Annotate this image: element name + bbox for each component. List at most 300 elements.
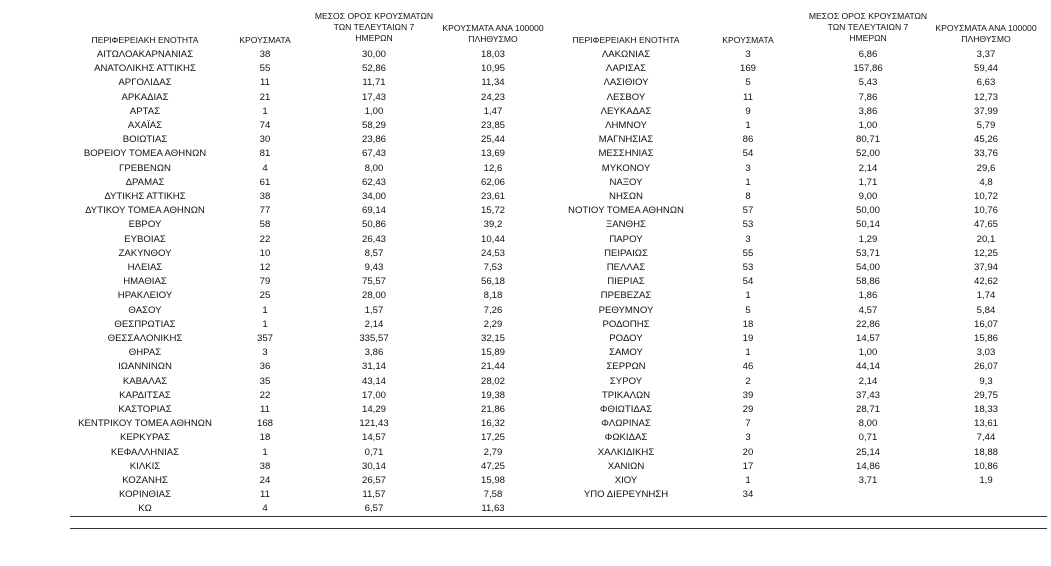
region-cell: ΚΕΡΚΥΡΑΣ — [119, 432, 170, 444]
avg7-cell: 80,71 — [855, 134, 880, 146]
region-cell: ΜΕΣΣΗΝΙΑΣ — [598, 148, 654, 160]
avg7-cell: 75,57 — [361, 276, 386, 288]
cases-cell: 11 — [260, 404, 270, 415]
avg7-cell: 5,43 — [858, 77, 878, 89]
cases-cell: 11 — [260, 77, 270, 89]
avg7-cell: 25,14 — [855, 446, 880, 458]
cases-cell: 12 — [259, 262, 271, 273]
region-cell: ΔΥΤΙΚΟΥ ΤΟΜΕΑ ΑΘΗΝΩΝ — [85, 205, 205, 217]
region-cell: ΜΑΓΝΗΣΙΑΣ — [598, 134, 654, 146]
cases-cell: 38 — [259, 191, 271, 202]
table-row — [74, 105, 554, 119]
region-cell: ΝΟΤΙΟΥ ΤΟΜΕΑ ΑΘΗΝΩΝ — [568, 205, 684, 217]
region-cell: ΣΑΜΟΥ — [609, 347, 643, 359]
avg7-cell: 11,57 — [362, 489, 386, 501]
per100k-cell: 26,07 — [973, 361, 998, 373]
per100k-cell: 17,25 — [480, 432, 505, 444]
table-row — [566, 304, 1046, 318]
cases-cell: 1 — [262, 304, 268, 316]
region-cell: ΗΛΕΙΑΣ — [127, 262, 163, 273]
per100k-cell: 47,25 — [480, 460, 505, 472]
cases-cell: 29 — [742, 404, 754, 415]
per100k-cell: 33,76 — [973, 148, 998, 160]
avg7-cell: 43,14 — [361, 375, 386, 387]
table-row — [74, 62, 554, 76]
avg7-cell: 62,43 — [361, 176, 386, 188]
bottom-rule-1 — [70, 516, 1047, 517]
header-region: ΠΕΡΙΦΕΡΕΙΑΚΗ ΕΝΟΤΗΤΑ — [91, 35, 199, 45]
avg7-cell: 11,71 — [362, 77, 386, 89]
region-cell: ΚΙΛΚΙΣ — [129, 460, 161, 472]
cases-cell: 57 — [742, 205, 754, 217]
table-row — [74, 403, 554, 417]
avg7-cell: 50,00 — [855, 205, 880, 217]
avg7-cell: 2,14 — [858, 162, 878, 174]
table-row — [566, 403, 1046, 417]
avg7-cell: 7,86 — [858, 91, 878, 103]
per100k-cell: 18,03 — [480, 49, 505, 60]
region-cell: ΔΥΤΙΚΗΣ ΑΤΤΙΚΗΣ — [104, 191, 186, 202]
table-row — [566, 119, 1046, 133]
avg7-cell: 53,71 — [855, 247, 880, 259]
region-cell: ΘΗΡΑΣ — [128, 347, 162, 359]
header-avg7-line3: ΗΜΕΡΩΝ — [849, 33, 887, 43]
cases-cell: 18 — [742, 318, 754, 330]
region-cell: ΗΡΑΚΛΕΙΟΥ — [117, 290, 173, 302]
per100k-cell: 62,06 — [480, 176, 505, 188]
avg7-cell: 2,14 — [858, 375, 878, 387]
cases-cell: 11 — [743, 91, 753, 103]
per100k-cell: 1,9 — [979, 475, 993, 486]
per100k-cell: 16,07 — [973, 318, 998, 330]
cases-cell: 1 — [745, 347, 751, 359]
cases-cell: 1 — [745, 120, 751, 131]
cases-cell: 34 — [742, 489, 754, 501]
per100k-cell: 6,63 — [976, 77, 996, 89]
cases-cell: 24 — [259, 475, 271, 486]
region-cell: ΝΗΣΩΝ — [609, 191, 643, 202]
avg7-cell: 8,00 — [858, 418, 878, 430]
region-cell: ΒΟΙΩΤΙΑΣ — [122, 134, 168, 146]
cases-cell: 3 — [745, 49, 751, 60]
table-row — [566, 218, 1046, 232]
cases-cell: 5 — [745, 304, 751, 316]
table-row — [566, 162, 1046, 176]
cases-cell: 9 — [745, 105, 751, 117]
header-avg7 — [800, 11, 936, 44]
region-cell: ΤΡΙΚΑΛΩΝ — [601, 389, 651, 401]
region-cell: ΛΕΣΒΟΥ — [606, 91, 646, 103]
cases-cell: 54 — [742, 148, 754, 160]
header-per100k — [434, 23, 552, 45]
per100k-cell: 45,26 — [973, 134, 998, 146]
table-row — [566, 275, 1046, 289]
per100k-cell: 23,85 — [480, 120, 505, 131]
avg7-cell: 17,00 — [361, 389, 386, 401]
cases-cell: 35 — [259, 375, 271, 387]
region-cell: ΙΩΑΝΝΙΝΩΝ — [118, 361, 172, 373]
avg7-cell: 28,71 — [855, 404, 880, 415]
cases-cell: 46 — [742, 361, 754, 373]
header-cases: ΚΡΟΥΣΜΑΤΑ — [722, 35, 774, 45]
cases-cell: 58 — [259, 219, 271, 231]
avg7-cell: 8,57 — [364, 247, 384, 259]
region-cell: ΠΡΕΒΕΖΑΣ — [600, 290, 652, 302]
table-row — [566, 190, 1046, 204]
header-avg7-line2: ΤΩΝ ΤΕΛΕΥΤΑΙΩΝ 7 — [827, 22, 909, 32]
cases-cell: 1 — [745, 176, 751, 188]
table-row — [74, 190, 554, 204]
cases-cell: 39 — [742, 389, 754, 401]
cases-cell: 11 — [260, 489, 270, 501]
per100k-cell: 10,76 — [973, 205, 998, 217]
cases-cell: 53 — [742, 262, 754, 273]
region-cell: ΞΑΝΘΗΣ — [606, 219, 646, 231]
avg7-cell: 30,00 — [361, 49, 386, 60]
cases-cell: 2 — [745, 375, 751, 387]
avg7-cell: 1,57 — [364, 304, 384, 316]
avg7-cell: 67,43 — [361, 148, 386, 160]
cases-cell: 4 — [262, 162, 268, 174]
region-cell: ΚΑΒΑΛΑΣ — [122, 375, 168, 387]
header-avg7-line2: ΤΩΝ ΤΕΛΕΥΤΑΙΩΝ 7 — [333, 22, 415, 32]
avg7-cell: 14,86 — [855, 460, 880, 472]
header-per100k-line2: ΠΛΗΘΥΣΜΟ — [468, 34, 518, 44]
table-row — [74, 318, 554, 332]
cases-cell: 38 — [259, 460, 271, 472]
avg7-cell: 58,29 — [361, 120, 386, 131]
table-row — [74, 261, 554, 275]
per100k-cell: 10,95 — [480, 63, 505, 75]
region-cell: ΧΙΟΥ — [614, 475, 638, 486]
region-cell: ΑΙΤΩΛΟΑΚΑΡΝΑΝΙΑΣ — [96, 49, 194, 60]
per100k-cell: 1,74 — [976, 290, 996, 302]
region-cell: ΚΑΡΔΙΤΣΑΣ — [119, 389, 171, 401]
table-row — [566, 474, 1046, 488]
region-cell: ΑΡΓΟΛΙΔΑΣ — [118, 77, 172, 89]
avg7-cell: 50,86 — [361, 219, 386, 231]
avg7-cell: 1,86 — [858, 290, 878, 302]
bottom-rule-2 — [70, 528, 1047, 529]
avg7-cell: 44,14 — [855, 361, 880, 373]
per100k-cell: 19,38 — [480, 389, 505, 401]
cases-cell: 357 — [256, 333, 273, 344]
avg7-cell: 9,43 — [364, 262, 384, 273]
region-cell: ΠΕΛΛΑΣ — [606, 262, 646, 273]
cases-cell: 10 — [259, 247, 271, 259]
region-cell: ΛΗΜΝΟΥ — [605, 120, 647, 131]
region-cell: ΑΡΚΑΔΙΑΣ — [121, 91, 169, 103]
cases-cell: 1 — [745, 290, 751, 302]
per100k-cell: 21,44 — [480, 361, 505, 373]
table-row — [74, 332, 554, 346]
per100k-cell: 29,6 — [976, 162, 996, 174]
cases-cell: 86 — [742, 134, 754, 146]
per100k-cell: 13,61 — [973, 418, 998, 430]
avg7-cell: 14,29 — [361, 404, 386, 415]
avg7-cell: 34,00 — [361, 191, 386, 202]
cases-cell: 1 — [262, 318, 268, 330]
cases-cell: 36 — [259, 361, 271, 373]
avg7-cell: 1,00 — [858, 120, 878, 131]
per100k-cell: 25,44 — [480, 134, 505, 146]
per100k-cell: 7,26 — [483, 304, 503, 316]
cases-cell: 74 — [259, 120, 271, 131]
cases-cell: 21 — [259, 91, 271, 103]
cases-cell: 3 — [745, 162, 751, 174]
per100k-cell: 3,37 — [976, 49, 996, 60]
region-cell: ΘΕΣΠΡΩΤΙΑΣ — [114, 318, 176, 330]
table-row — [566, 261, 1046, 275]
table-row — [566, 318, 1046, 332]
cases-cell: 53 — [742, 219, 754, 231]
cases-cell: 8 — [745, 191, 751, 202]
region-cell: ΧΑΝΙΩΝ — [607, 460, 645, 472]
region-cell: ΧΑΛΚΙΔΙΚΗΣ — [597, 446, 655, 458]
region-cell: ΚΩ — [138, 503, 152, 515]
cases-cell: 55 — [259, 63, 271, 75]
cases-cell: 30 — [259, 134, 271, 146]
avg7-cell: 2,14 — [364, 318, 384, 330]
header-avg7-line3: ΗΜΕΡΩΝ — [355, 33, 393, 43]
table-row — [74, 133, 554, 147]
table-row — [566, 204, 1046, 218]
per100k-cell: 12,25 — [973, 247, 998, 259]
cases-cell: 54 — [742, 276, 754, 288]
region-cell: ΥΠΟ ΔΙΕΡΕΥΝΗΣΗ — [583, 489, 669, 501]
header-per100k-line1: ΚΡΟΥΣΜΑΤΑ ΑΝΑ 100000 — [442, 23, 544, 33]
per100k-cell: 12,6 — [483, 162, 503, 174]
cases-cell: 169 — [739, 63, 756, 75]
per100k-cell: 7,53 — [483, 262, 503, 273]
avg7-cell: 58,86 — [855, 276, 880, 288]
avg7-cell: 1,71 — [858, 176, 878, 188]
avg7-cell: 69,14 — [361, 205, 386, 217]
table-row — [566, 488, 1046, 502]
per100k-cell: 37,94 — [973, 262, 998, 273]
table-row — [566, 460, 1046, 474]
table-row — [74, 346, 554, 360]
cases-cell: 4 — [262, 503, 268, 515]
per100k-cell: 37,99 — [973, 105, 998, 117]
table-row — [566, 176, 1046, 190]
cases-cell: 22 — [259, 233, 271, 245]
per100k-cell: 23,61 — [480, 191, 505, 202]
region-cell: ΔΡΑΜΑΣ — [125, 176, 165, 188]
region-cell: ΜΥΚΟΝΟΥ — [601, 162, 651, 174]
avg7-cell: 4,57 — [858, 304, 878, 316]
table-row — [566, 431, 1046, 445]
avg7-cell: 1,00 — [858, 347, 878, 359]
region-cell: ΓΡΕΒΕΝΩΝ — [119, 162, 171, 174]
region-cell: ΚΟΡΙΝΘΙΑΣ — [118, 489, 172, 501]
cases-cell: 61 — [259, 176, 271, 188]
table-row — [74, 204, 554, 218]
cases-cell: 81 — [259, 148, 271, 160]
avg7-cell: 157,86 — [853, 63, 883, 75]
avg7-cell: 26,43 — [361, 233, 386, 245]
per100k-cell: 28,02 — [480, 375, 505, 387]
cases-cell: 22 — [259, 389, 271, 401]
region-cell: ΖΑΚΥΝΘΟΥ — [118, 247, 172, 259]
per100k-cell: 20,1 — [976, 233, 996, 245]
region-cell: ΕΒΡΟΥ — [128, 219, 162, 231]
cases-cell: 1 — [745, 475, 751, 486]
region-cell: ΑΧΑΪΑΣ — [127, 120, 163, 131]
avg7-cell: 6,86 — [858, 49, 878, 60]
cases-cell: 79 — [259, 276, 271, 288]
region-cell: ΕΥΒΟΙΑΣ — [124, 233, 166, 245]
region-cell: ΦΛΩΡΙΝΑΣ — [601, 418, 651, 430]
table-row — [566, 417, 1046, 431]
avg7-cell: 52,00 — [855, 148, 880, 160]
region-cell: ΛΑΣΙΘΙΟΥ — [603, 77, 649, 89]
avg7-cell: 121,43 — [359, 418, 389, 430]
region-cell: ΠΑΡΟΥ — [609, 233, 643, 245]
table-row — [74, 233, 554, 247]
table-row — [74, 218, 554, 232]
region-cell: ΚΑΣΤΟΡΙΑΣ — [118, 404, 172, 415]
avg7-cell: 0,71 — [364, 446, 384, 458]
per100k-cell: 15,86 — [973, 333, 998, 344]
cases-cell: 17 — [742, 460, 754, 472]
header-region: ΠΕΡΙΦΕΡΕΙΑΚΗ ΕΝΟΤΗΤΑ — [572, 35, 680, 45]
per100k-cell: 15,72 — [480, 205, 505, 217]
region-cell: ΝΑΞΟΥ — [609, 176, 643, 188]
cases-cell: 1 — [262, 105, 268, 117]
cases-cell: 168 — [256, 418, 273, 430]
avg7-cell: 8,00 — [364, 162, 384, 174]
table-row — [566, 62, 1046, 76]
cases-cell: 55 — [742, 247, 754, 259]
table-row — [566, 389, 1046, 403]
avg7-cell: 14,57 — [361, 432, 386, 444]
table-row — [74, 375, 554, 389]
region-cell: ΑΝΑΤΟΛΙΚΗΣ ΑΤΤΙΚΗΣ — [94, 63, 196, 75]
table-row — [566, 48, 1046, 62]
per100k-cell: 39,2 — [483, 219, 503, 231]
avg7-cell: 54,00 — [855, 262, 880, 273]
region-cell: ΣΥΡΟΥ — [609, 375, 643, 387]
per100k-cell: 2,29 — [483, 318, 503, 330]
cases-cell: 19 — [742, 333, 754, 344]
region-cell: ΛΑΡΙΣΑΣ — [605, 63, 647, 75]
per100k-cell: 8,18 — [483, 290, 503, 302]
table-row — [566, 233, 1046, 247]
header-per100k — [926, 23, 1046, 45]
table-row — [74, 48, 554, 62]
table-row — [74, 247, 554, 261]
avg7-cell: 28,00 — [361, 290, 386, 302]
per100k-cell: 10,44 — [480, 233, 505, 245]
table-row — [566, 147, 1046, 161]
table-row — [74, 488, 554, 502]
region-cell: ΗΜΑΘΙΑΣ — [123, 276, 167, 288]
avg7-cell: 50,14 — [855, 219, 880, 231]
table-row — [566, 247, 1046, 261]
table-row — [74, 502, 554, 516]
cases-cell: 1 — [262, 446, 268, 458]
region-cell: ΑΡΤΑΣ — [129, 105, 161, 117]
table-row — [74, 119, 554, 133]
cases-cell: 3 — [262, 347, 268, 359]
cases-cell: 25 — [259, 290, 271, 302]
region-cell: ΡΕΘΥΜΝΟΥ — [598, 304, 654, 316]
cases-cell: 3 — [745, 432, 751, 444]
region-cell: ΛΑΚΩΝΙΑΣ — [601, 49, 651, 60]
table-row — [74, 446, 554, 460]
per100k-cell: 32,15 — [480, 333, 505, 344]
table-row — [566, 446, 1046, 460]
avg7-cell: 22,86 — [855, 318, 880, 330]
per100k-cell: 5,79 — [976, 120, 996, 131]
per100k-cell: 24,53 — [480, 247, 505, 259]
header-per100k-line2: ΠΛΗΘΥΣΜΟ — [961, 34, 1011, 44]
table-row — [74, 460, 554, 474]
per100k-cell: 5,84 — [976, 304, 996, 316]
table-row — [74, 76, 554, 90]
table-row — [74, 91, 554, 105]
avg7-cell: 3,71 — [858, 475, 878, 486]
avg7-cell: 6,57 — [364, 503, 384, 515]
per100k-cell: 56,18 — [480, 276, 505, 288]
table-row — [74, 360, 554, 374]
per100k-cell: 1,47 — [483, 105, 503, 117]
per100k-cell: 7,58 — [483, 489, 503, 501]
table-row — [566, 91, 1046, 105]
per100k-cell: 29,75 — [973, 389, 998, 401]
per100k-cell: 11,34 — [481, 77, 505, 89]
region-cell: ΠΙΕΡΙΑΣ — [607, 276, 645, 288]
per100k-cell: 59,44 — [973, 63, 998, 75]
table-row — [566, 289, 1046, 303]
avg7-cell: 30,14 — [361, 460, 386, 472]
avg7-cell: 31,14 — [361, 361, 386, 373]
table-row — [74, 176, 554, 190]
per100k-cell: 24,23 — [480, 91, 505, 103]
header-cases: ΚΡΟΥΣΜΑΤΑ — [239, 35, 291, 45]
avg7-cell: 52,86 — [361, 63, 386, 75]
per100k-cell: 18,33 — [973, 404, 998, 415]
region-cell: ΚΕΝΤΡΙΚΟΥ ΤΟΜΕΑ ΑΘΗΝΩΝ — [78, 418, 212, 430]
per100k-cell: 13,69 — [480, 148, 505, 160]
table-row — [566, 360, 1046, 374]
per100k-cell: 3,03 — [976, 347, 996, 359]
region-cell: ΚΕΦΑΛΛΗΝΙΑΣ — [110, 446, 180, 458]
avg7-cell: 17,43 — [361, 91, 386, 103]
table-row — [566, 346, 1046, 360]
cases-cell: 38 — [259, 49, 271, 60]
header-avg7 — [314, 11, 434, 44]
region-cell: ΦΩΚΙΔΑΣ — [604, 432, 648, 444]
per100k-cell: 4,8 — [979, 176, 993, 188]
table-row — [74, 304, 554, 318]
avg7-cell: 3,86 — [858, 105, 878, 117]
per100k-cell: 10,72 — [973, 191, 998, 202]
region-cell: ΚΟΖΑΝΗΣ — [122, 475, 168, 486]
header-per100k-line1: ΚΡΟΥΣΜΑΤΑ ΑΝΑ 100000 — [935, 23, 1037, 33]
cases-cell: 18 — [259, 432, 271, 444]
region-cell: ΘΑΣΟΥ — [128, 304, 162, 316]
per100k-cell: 42,62 — [973, 276, 998, 288]
avg7-cell: 335,57 — [359, 333, 389, 344]
table-row — [566, 133, 1046, 147]
table-row — [74, 417, 554, 431]
table-row — [74, 474, 554, 488]
header-avg7-line1: ΜΕΣΟΣ ΟΡΟΣ ΚΡΟΥΣΜΑΤΩΝ — [314, 11, 434, 21]
table-row — [566, 375, 1046, 389]
per100k-cell: 11,63 — [481, 503, 505, 515]
